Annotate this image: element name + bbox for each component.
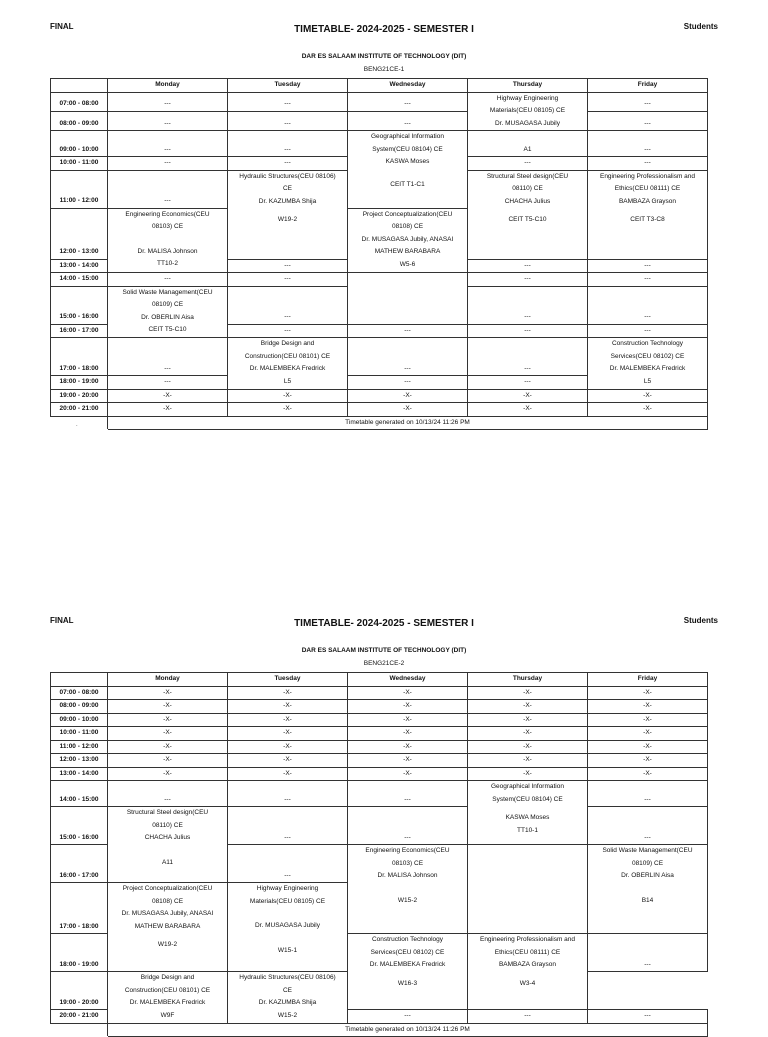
- time-slot: 14:00 - 15:00: [51, 781, 108, 807]
- session-cell: [108, 208, 228, 273]
- course-line: Materials(CEU 08105) CE: [489, 107, 566, 114]
- empty-slot: ---: [588, 324, 708, 338]
- session-cell: [228, 170, 348, 259]
- empty-slot: ---: [468, 157, 588, 171]
- day-header: Tuesday: [228, 79, 348, 93]
- table-row: [51, 713, 708, 727]
- room-line: W15-2: [397, 896, 418, 904]
- timetable-grid: [50, 672, 708, 1037]
- course-line: Bridge Design and: [140, 974, 195, 981]
- unavailable-slot: -X-: [588, 713, 708, 727]
- day-header: Monday: [108, 673, 228, 687]
- session-cell: [348, 208, 468, 273]
- time-slot: 07:00 - 08:00: [51, 92, 108, 111]
- session-cell: [468, 170, 588, 259]
- day-header: Thursday: [468, 673, 588, 687]
- course-line: System(CEU 08104) CE: [372, 145, 443, 153]
- course-line: Solid Waste Management(CEU: [122, 288, 213, 296]
- empty-slot: ---: [348, 1010, 468, 1024]
- room-line: W16-3: [397, 979, 418, 987]
- time-slot: 10:00 - 11:00: [51, 157, 108, 171]
- unavailable-slot: -X-: [228, 713, 348, 727]
- time-slot: 09:00 - 10:00: [51, 131, 108, 157]
- session-cell: [108, 286, 228, 338]
- course-line: Construction Technology: [371, 936, 444, 943]
- time-slot: 17:00 - 18:00: [51, 883, 108, 934]
- footer-row: [51, 1023, 708, 1037]
- day-header: Wednesday: [348, 673, 468, 687]
- course-line: Project Conceptualization(CEU: [362, 210, 453, 218]
- time-slot: 18:00 - 19:00: [51, 376, 108, 390]
- table-row: [51, 111, 708, 130]
- lecturer-line: Dr. MALEMBEKA Fredrick: [249, 365, 326, 372]
- audience-label: Students: [683, 22, 718, 31]
- unavailable-slot: -X-: [228, 686, 348, 700]
- session-cell: [228, 338, 348, 390]
- course-line: Highway Engineering: [256, 885, 319, 892]
- room-line: CEIT T3-C8: [630, 216, 665, 223]
- course-line: 08108) CE: [391, 223, 424, 230]
- time-slot: 13:00 - 14:00: [51, 259, 108, 273]
- time-slot: 20:00 - 21:00: [51, 1010, 108, 1024]
- session-cell: [468, 781, 588, 845]
- lecturer-line: MATHEW BARABARA: [374, 248, 441, 255]
- course-line: Construction(CEU 08101) CE: [244, 352, 331, 360]
- course-line: Services(CEU 08102) CE: [370, 948, 445, 956]
- course-line: 08109) CE: [151, 301, 184, 308]
- empty-slot: ---: [228, 845, 348, 883]
- table-row: [51, 686, 708, 700]
- empty-slot: ---: [468, 324, 588, 338]
- empty-slot: ---: [588, 111, 708, 130]
- unavailable-slot: -X-: [348, 754, 468, 768]
- table-row: [51, 781, 708, 807]
- time-slot: 08:00 - 09:00: [51, 700, 108, 714]
- table-row: [51, 92, 708, 111]
- lecturer-line: Dr. MUSAGASA Jubily, ANASAI: [361, 235, 454, 243]
- unavailable-slot: -X-: [588, 686, 708, 700]
- session-cell: [588, 338, 708, 390]
- header-row: [51, 79, 708, 93]
- unavailable-slot: -X-: [108, 727, 228, 741]
- empty-slot: ---: [468, 273, 588, 287]
- session-cell: [108, 883, 228, 972]
- empty-slot: ---: [108, 131, 228, 157]
- time-slot: 14:00 - 15:00: [51, 273, 108, 287]
- empty-slot: ---: [588, 259, 708, 273]
- empty-slot: ---: [228, 324, 348, 338]
- table-row: [51, 740, 708, 754]
- course-line: System(CEU 08104) CE: [492, 795, 563, 803]
- generated-timestamp: Timetable generated on 10/13/24 11:26 PM: [108, 1023, 708, 1037]
- empty-slot: ---: [588, 781, 708, 807]
- unavailable-slot: -X-: [468, 713, 588, 727]
- session-cell: [468, 92, 588, 131]
- institute-name: DAR ES SALAAM INSTITUTE OF TECHNOLOGY (DIT): [301, 53, 467, 60]
- session-cell: [228, 972, 348, 1024]
- unavailable-slot: -X-: [228, 767, 348, 781]
- lecturer-line: BAMBAZA Grayson: [498, 961, 557, 968]
- unavailable-slot: -X-: [108, 403, 228, 417]
- empty-slot: ---: [588, 934, 708, 972]
- course-line: 08108) CE: [151, 897, 184, 905]
- room-line: A11: [161, 858, 174, 866]
- course-line: Geographical Information: [491, 783, 564, 790]
- lecturer-line: Dr. MALISA Johnson: [137, 247, 198, 255]
- empty-slot: ---: [228, 807, 348, 845]
- empty-slot: ---: [228, 259, 348, 273]
- session-cell: [348, 845, 468, 934]
- unavailable-slot: -X-: [108, 767, 228, 781]
- course-line: Materials(CEU 08105) CE: [249, 897, 326, 905]
- session-cell: [348, 934, 468, 1010]
- table-row: [51, 700, 708, 714]
- day-header: Tuesday: [228, 673, 348, 687]
- room-line: L5: [643, 377, 652, 385]
- empty-slot: [468, 845, 588, 934]
- unavailable-slot: -X-: [348, 700, 468, 714]
- course-line: Services(CEU 08102) CE: [610, 352, 685, 360]
- time-slot: 16:00 - 17:00: [51, 845, 108, 883]
- empty-slot: ---: [348, 376, 468, 390]
- table-row: [51, 807, 708, 845]
- room-line: TT10-2: [157, 260, 178, 267]
- unavailable-slot: -X-: [468, 767, 588, 781]
- lecturer-line: Dr. KAZUMBA Shija: [258, 999, 317, 1006]
- course-line: 08103) CE: [151, 223, 184, 230]
- session-cell: [348, 131, 468, 209]
- time-slot: 18:00 - 19:00: [51, 934, 108, 972]
- room-line: W15-1: [277, 946, 298, 954]
- time-slot: 08:00 - 09:00: [51, 111, 108, 130]
- unavailable-slot: -X-: [108, 389, 228, 403]
- room-line: W19-2: [157, 941, 178, 948]
- table-row: [51, 131, 708, 157]
- course-line: Construction Technology: [611, 340, 684, 347]
- session-cell: [108, 807, 228, 883]
- empty-slot: ---: [588, 286, 708, 324]
- lecturer-line: KASWA Moses: [505, 814, 550, 821]
- course-line: 08109) CE: [631, 859, 664, 867]
- course-line: Bridge Design and: [260, 340, 315, 347]
- course-line: CE: [282, 986, 293, 994]
- room-cell: A1: [468, 131, 588, 157]
- time-slot: 19:00 - 20:00: [51, 389, 108, 403]
- empty-slot: ---: [108, 111, 228, 130]
- empty-slot: ---: [468, 259, 588, 273]
- empty-slot: [348, 273, 468, 325]
- course-line: 08110) CE: [512, 185, 543, 192]
- unavailable-slot: -X-: [348, 713, 468, 727]
- footer-spacer: [51, 1023, 108, 1037]
- unavailable-slot: -X-: [348, 727, 468, 741]
- course-line: Solid Waste Management(CEU: [602, 847, 693, 854]
- empty-slot: ---: [108, 376, 228, 390]
- corner-cell: [51, 79, 108, 93]
- day-header: Thursday: [468, 79, 588, 93]
- audience-label: Students: [683, 616, 718, 625]
- course-line: Construction(CEU 08101) CE: [124, 986, 211, 994]
- unavailable-slot: -X-: [108, 754, 228, 768]
- room-line: W19-2: [277, 216, 298, 223]
- time-slot: 11:00 - 12:00: [51, 170, 108, 208]
- unavailable-slot: -X-: [228, 740, 348, 754]
- table-row: [51, 767, 708, 781]
- empty-slot: ---: [108, 170, 228, 208]
- session-cell: [588, 170, 708, 259]
- lecturer-line: Dr. OBERLIN Aisa: [141, 313, 194, 321]
- unavailable-slot: -X-: [108, 713, 228, 727]
- unavailable-slot: -X-: [588, 754, 708, 768]
- unavailable-slot: -X-: [468, 754, 588, 768]
- lecturer-line: Dr. MUSAGASA Jubily, ANASAI: [121, 910, 214, 917]
- session-cell: [468, 934, 588, 1010]
- unavailable-slot: -X-: [228, 700, 348, 714]
- class-code: BENG21CE-2: [363, 660, 405, 667]
- empty-slot: ---: [108, 273, 228, 287]
- time-slot: 09:00 - 10:00: [51, 713, 108, 727]
- lecturer-line: CHACHA Julius: [144, 834, 191, 841]
- timetable-grid: [50, 78, 708, 430]
- unavailable-slot: -X-: [228, 754, 348, 768]
- generated-timestamp: Timetable generated on 10/13/24 11:26 PM: [108, 416, 708, 430]
- empty-slot: ---: [228, 92, 348, 111]
- course-line: Engineering Professionalism and: [479, 936, 576, 943]
- room-line: W15-2: [277, 1011, 298, 1019]
- empty-slot: ---: [108, 338, 228, 376]
- header-row: [51, 673, 708, 687]
- room-line: TT10-1: [517, 826, 538, 834]
- timetable-sheet-1: [0, 0, 768, 430]
- unavailable-slot: -X-: [468, 686, 588, 700]
- unavailable-slot: -X-: [348, 686, 468, 700]
- time-slot: 20:00 - 21:00: [51, 403, 108, 417]
- empty-slot: ---: [588, 1010, 708, 1024]
- unavailable-slot: -X-: [588, 740, 708, 754]
- time-slot: 19:00 - 20:00: [51, 972, 108, 1010]
- page-title: TIMETABLE- 2024-2025 - SEMESTER I: [294, 618, 474, 629]
- session-cell: [228, 883, 348, 972]
- time-slot: 10:00 - 11:00: [51, 727, 108, 741]
- course-line: Hydraulic Structures(CEU 08106): [239, 974, 336, 981]
- empty-slot: ---: [588, 131, 708, 157]
- lecturer-line: CHACHA Julius: [504, 197, 551, 205]
- unavailable-slot: -X-: [468, 389, 588, 403]
- room-line: CEIT T5-C10: [508, 216, 547, 223]
- unavailable-slot: -X-: [588, 727, 708, 741]
- empty-slot: ---: [228, 273, 348, 287]
- session-cell: [588, 845, 708, 934]
- room-line: L5: [283, 377, 292, 385]
- footer-row: [51, 416, 708, 430]
- lecturer-line: Dr. MALEMBEKA Fredrick: [609, 365, 686, 372]
- lecturer-line: Dr. MALEMBEKA Fredrick: [129, 999, 206, 1006]
- empty-slot: ---: [348, 338, 468, 376]
- empty-slot: ---: [348, 111, 468, 130]
- stray-mark: .: [76, 422, 78, 428]
- unavailable-slot: -X-: [588, 767, 708, 781]
- footer-spacer: [51, 416, 108, 430]
- lecturer-line: BAMBAZA Grayson: [618, 197, 677, 205]
- class-code: BENG21CE-1: [363, 66, 405, 73]
- empty-slot: ---: [588, 157, 708, 171]
- time-slot: 13:00 - 14:00: [51, 767, 108, 781]
- course-line: Engineering Economics(CEU: [365, 847, 450, 854]
- empty-slot: ---: [228, 111, 348, 130]
- course-line: Ethics(CEU 08111) CE: [494, 948, 561, 956]
- day-header: Wednesday: [348, 79, 468, 93]
- unavailable-slot: -X-: [588, 403, 708, 417]
- day-header: Friday: [588, 673, 708, 687]
- room-line: W3-4: [519, 979, 536, 987]
- corner-cell: [51, 673, 108, 687]
- empty-slot: ---: [108, 157, 228, 171]
- course-line: Structural Steel design(CEU: [486, 172, 569, 180]
- course-line: 08110) CE: [152, 821, 183, 829]
- table-row: [51, 403, 708, 417]
- course-line: 08103) CE: [391, 859, 424, 867]
- unavailable-slot: -X-: [588, 389, 708, 403]
- table-row: [51, 338, 708, 376]
- room-line: CEIT T5-C10: [148, 326, 187, 333]
- empty-slot: ---: [228, 131, 348, 157]
- empty-slot: ---: [228, 781, 348, 807]
- session-cell: [108, 972, 228, 1024]
- day-header: Friday: [588, 79, 708, 93]
- unavailable-slot: -X-: [468, 700, 588, 714]
- lecturer-line: Dr. KAZUMBA Shija: [258, 197, 317, 205]
- lecturer-line: Dr. MALISA Johnson: [377, 872, 438, 879]
- time-slot: 15:00 - 16:00: [51, 286, 108, 324]
- unavailable-slot: -X-: [108, 700, 228, 714]
- unavailable-slot: -X-: [228, 403, 348, 417]
- lecturer-line: MATHEW BARABARA: [134, 922, 201, 930]
- unavailable-slot: -X-: [348, 403, 468, 417]
- empty-slot: ---: [468, 338, 588, 376]
- empty-slot: ---: [228, 157, 348, 171]
- table-row: [51, 273, 708, 287]
- unavailable-slot: -X-: [588, 700, 708, 714]
- empty-slot: ---: [348, 781, 468, 807]
- unavailable-slot: -X-: [348, 740, 468, 754]
- table-row: [51, 389, 708, 403]
- unavailable-slot: -X-: [468, 727, 588, 741]
- empty-slot: ---: [588, 807, 708, 845]
- empty-slot: ---: [468, 1010, 588, 1024]
- course-line: Geographical Information: [371, 133, 444, 140]
- time-slot: 11:00 - 12:00: [51, 740, 108, 754]
- lecturer-line: Dr. MUSAGASA Jubily: [254, 922, 321, 929]
- unavailable-slot: -X-: [468, 740, 588, 754]
- time-slot: 12:00 - 13:00: [51, 208, 108, 259]
- lecturer-line: KASWA Moses: [385, 158, 430, 165]
- lecturer-line: Dr. MUSAGASA Jubily: [494, 119, 561, 127]
- lecturer-line: Dr. OBERLIN Aisa: [621, 872, 674, 879]
- room-line: W9F: [160, 1011, 175, 1019]
- course-line: Project Conceptualization(CEU: [122, 885, 213, 892]
- unavailable-slot: -X-: [348, 767, 468, 781]
- page-title: TIMETABLE- 2024-2025 - SEMESTER I: [294, 24, 474, 35]
- day-header: Monday: [108, 79, 228, 93]
- course-line: CE: [282, 185, 293, 192]
- course-line: Engineering Professionalism and: [599, 172, 696, 180]
- institute-name: DAR ES SALAAM INSTITUTE OF TECHNOLOGY (DIT): [301, 647, 467, 654]
- empty-slot: ---: [108, 781, 228, 807]
- table-row: [51, 727, 708, 741]
- lecturer-line: Dr. MALEMBEKA Fredrick: [369, 961, 446, 968]
- empty-slot: ---: [228, 286, 348, 324]
- unavailable-slot: -X-: [108, 686, 228, 700]
- room-line: B14: [641, 896, 654, 904]
- unavailable-slot: -X-: [228, 389, 348, 403]
- table-row: [51, 754, 708, 768]
- timetable-sheet-2: [0, 594, 768, 1033]
- empty-slot: ---: [468, 376, 588, 390]
- empty-slot: ---: [588, 273, 708, 287]
- empty-slot: ---: [348, 324, 468, 338]
- empty-slot: ---: [468, 286, 588, 324]
- status-label: FINAL: [50, 616, 74, 625]
- time-slot: 17:00 - 18:00: [51, 338, 108, 376]
- course-line: Hydraulic Structures(CEU 08106): [239, 172, 336, 180]
- course-line: Ethics(CEU 08111) CE: [614, 185, 681, 192]
- time-slot: 16:00 - 17:00: [51, 324, 108, 338]
- empty-slot: ---: [588, 92, 708, 111]
- room-line: W5-6: [399, 260, 416, 268]
- room-line: CEIT T1-C1: [390, 180, 425, 188]
- empty-slot: ---: [108, 92, 228, 111]
- unavailable-slot: -X-: [108, 740, 228, 754]
- unavailable-slot: -X-: [228, 727, 348, 741]
- unavailable-slot: -X-: [468, 403, 588, 417]
- time-slot: 07:00 - 08:00: [51, 686, 108, 700]
- course-line: Engineering Economics(CEU: [125, 210, 210, 218]
- status-label: FINAL: [50, 22, 74, 31]
- empty-slot: ---: [348, 92, 468, 111]
- time-slot: 15:00 - 16:00: [51, 807, 108, 845]
- course-line: Structural Steel design(CEU: [126, 809, 209, 816]
- empty-slot: ---: [348, 807, 468, 845]
- time-slot: 12:00 - 13:00: [51, 754, 108, 768]
- unavailable-slot: -X-: [348, 389, 468, 403]
- course-line: Highway Engineering: [496, 94, 559, 102]
